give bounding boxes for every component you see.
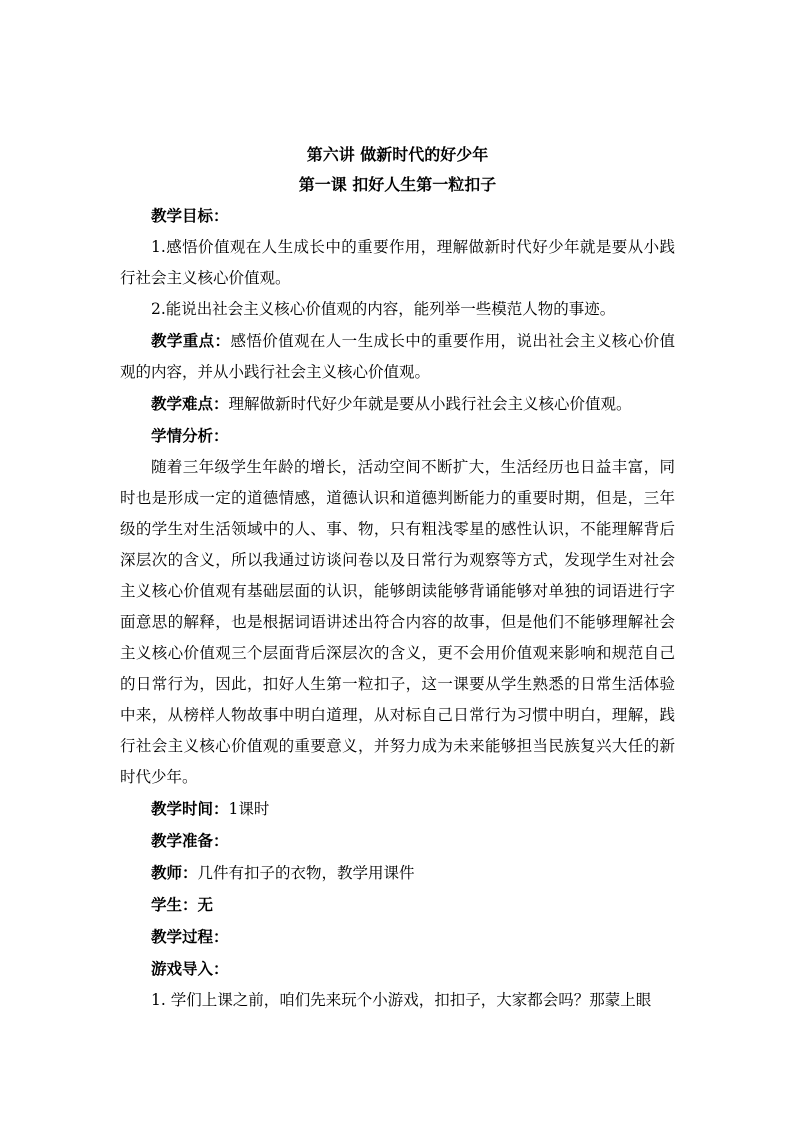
document-page: [120, 140, 675, 1016]
key-points-label: 教学重点：: [151, 331, 231, 350]
difficulties-text: 理解做新时代好少年就是要从小践行社会主义核心价值观。: [228, 395, 632, 413]
objectives-heading: [120, 200, 675, 232]
key-points-text: 感悟价值观在人一生成长中的重要作用，说出社会主义核心价值观的内容，并从小践行社会主义核心价值观。: [120, 332, 675, 381]
student-label: 学生：: [151, 895, 198, 914]
game-intro-heading: [120, 953, 675, 985]
objective-item-2: 2.能说出社会主义核心价值观的内容，能列举一些模范人物的事迹。: [151, 300, 616, 318]
analysis-heading: [120, 420, 675, 452]
game-intro-item-1: 1. 学们上课之前，咱们先来玩个小游戏，扣扣子，大家都会吗？那蒙上眼: [151, 991, 652, 1009]
time-value: 1课时: [228, 800, 270, 818]
teacher-label: 教师：: [151, 863, 198, 882]
process-heading: [120, 921, 675, 953]
difficulties-label: 教学难点：: [151, 394, 229, 413]
process-label: 教学过程：: [151, 927, 229, 946]
time-label: 教学时间：: [151, 799, 229, 818]
analysis-label: 学情分析：: [151, 426, 229, 445]
lesson-title: 第一课 扣好人生第一粒扣子: [298, 175, 497, 194]
objectives-label: 教学目标：: [151, 206, 229, 225]
teacher-value: 几件有扣子的衣物，教学用课件: [197, 864, 415, 882]
analysis-text: 随着三年级学生年龄的增长，活动空间不断扩大，生活经历也日益丰富，同时也是形成一定的道德情感，道德认识和道德判断能力的重要时期，但是，三年级的学生对生活领域中的人、事、物，只有粗浅零星的感性认识，不能理解背后深层次的含义，所以我通过访谈问卷以及日常行为观察等方式，发现学生对社会主义核心价值观有基础层面的认识，能够朗读能够背诵能够对单独的词语进行字面意思的解释，也是根据词语讲述出符合内容的故事，但是他们不能够理解社会主义核心价值观三个层面背后深层次的含义，更不会用价值观来影响和规范自己的日常行为，因此，扣好人生第一粒扣子，这一课要从学生熟悉的日常生活体验中来，从榜样人物故事中明白道理，从对标自己日常行为习惯中明白，理解，践行社会主义核心价值观的重要意义，并努力成为未来能够担当民族复兴大任的新时代少年。: [120, 458, 675, 786]
game-intro-label: 游戏导入：: [151, 959, 229, 978]
key-points-paragraph: [120, 325, 675, 388]
teacher-paragraph: [120, 857, 675, 889]
difficulties-paragraph: [120, 388, 675, 420]
preparation-heading: [120, 825, 675, 857]
student-paragraph: [120, 889, 675, 921]
student-value: 无: [197, 895, 214, 914]
objective-item-1: 1.感悟价值观在人生成长中的重要作用，理解做新时代好少年就是要从小践行社会主义核心价值观。: [120, 238, 675, 287]
lecture-title: 第六讲 做新时代的好少年: [306, 145, 489, 164]
time-paragraph: [120, 793, 675, 825]
preparation-label: 教学准备：: [151, 831, 229, 850]
